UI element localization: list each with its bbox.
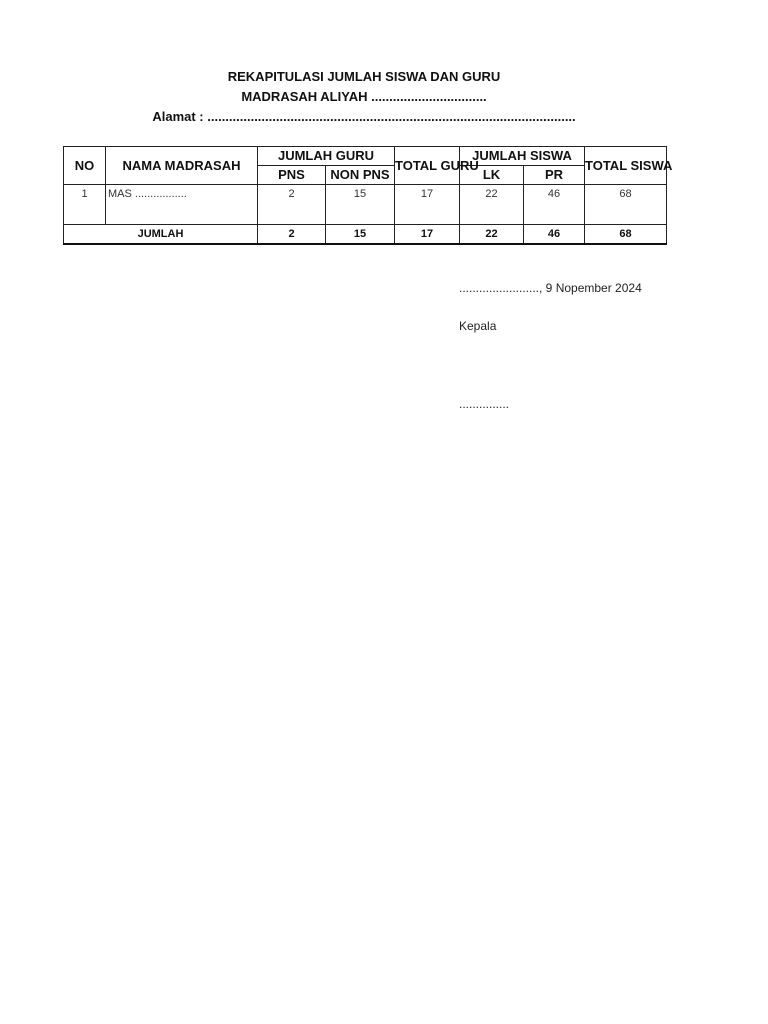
cell-pr: 46 (524, 185, 585, 225)
table-row (64, 185, 667, 225)
col-header-total-siswa: TOTAL SISWA (585, 147, 667, 185)
cell-total-guru: 17 (395, 185, 460, 225)
page-subtitle: MADRASAH ALIYAH ................................ (241, 89, 487, 104)
recap-table (63, 146, 673, 245)
table-header-row (64, 147, 667, 166)
table-total-row (64, 225, 667, 245)
page-title: REKAPITULASI JUMLAH SISWA DAN GURU (227, 69, 501, 84)
total-total-siswa: 68 (585, 225, 667, 245)
col-header-nama-madrasah: NAMA MADRASAH (106, 147, 258, 185)
col-header-no: NO (64, 147, 106, 185)
signature-role: Kepala (459, 319, 497, 333)
col-header-lk: LK (460, 166, 524, 185)
total-non-pns: 15 (326, 225, 395, 245)
cell-pns: 2 (258, 185, 326, 225)
cell-nama-madrasah: MAS ................. (106, 185, 258, 225)
cell-no: 1 (64, 185, 106, 225)
address-line: Alamat : ...................................................................................................... (152, 109, 576, 124)
total-pns: 2 (258, 225, 326, 245)
total-label: JUMLAH (64, 225, 258, 245)
total-lk: 22 (460, 225, 524, 245)
cell-non-pns: 15 (326, 185, 395, 225)
total-total-guru: 17 (395, 225, 460, 245)
col-header-pns: PNS (258, 166, 326, 185)
col-header-jumlah-guru: JUMLAH GURU (258, 147, 395, 166)
signature-name: ............... (459, 397, 510, 411)
total-pr: 46 (524, 225, 585, 245)
signature-date: ........................, 9 Nopember 2024 (459, 281, 642, 295)
cell-lk: 22 (460, 185, 524, 225)
col-header-jumlah-siswa: JUMLAH SISWA (460, 147, 585, 166)
col-header-non-pns: NON PNS (326, 166, 395, 185)
col-header-pr: PR (524, 166, 585, 185)
cell-total-siswa: 68 (585, 185, 667, 225)
col-header-total-guru: TOTAL GURU (395, 147, 460, 185)
